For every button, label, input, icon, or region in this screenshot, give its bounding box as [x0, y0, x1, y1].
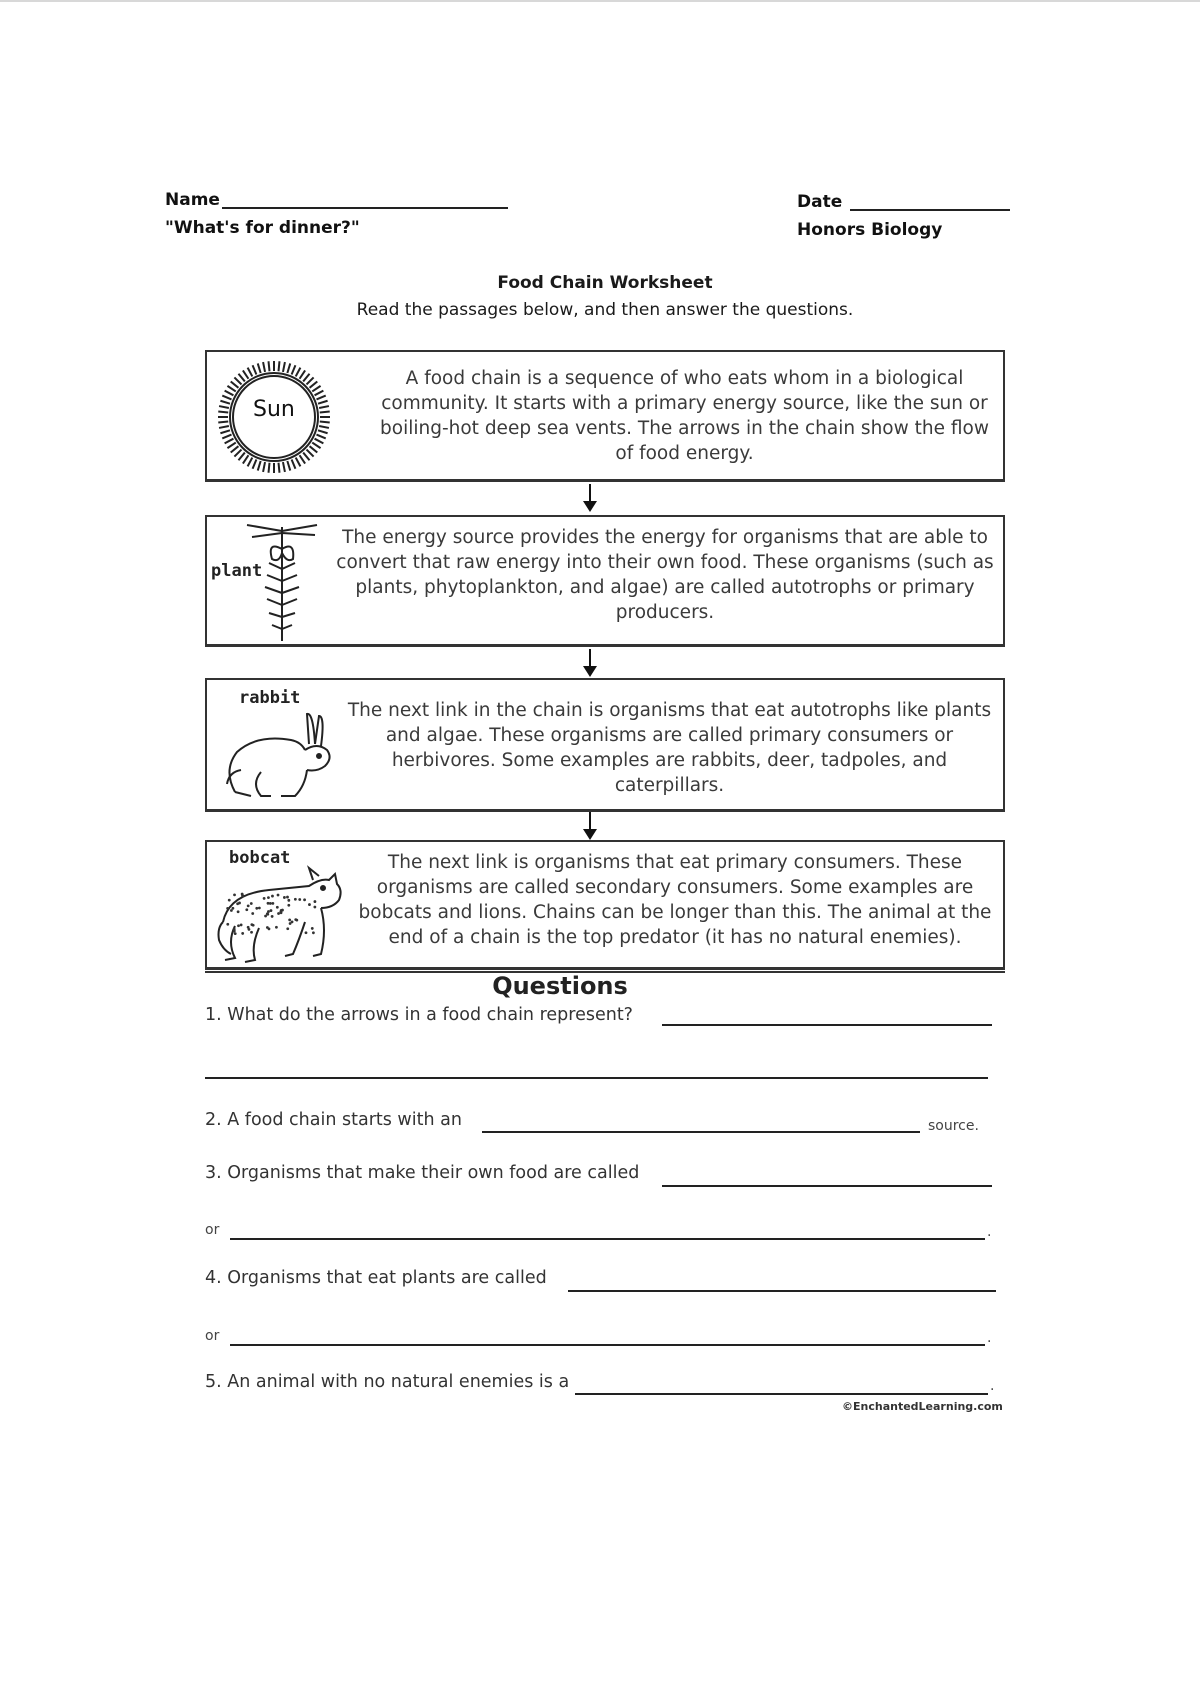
answer-1b-field[interactable]: [205, 1077, 988, 1079]
answer-2-field[interactable]: [482, 1131, 920, 1133]
page-title: Food Chain Worksheet: [497, 273, 713, 293]
answer-4b-field[interactable]: [230, 1344, 985, 1346]
passage-plant: The energy source provides the energy for organisms that are able to convert that raw energy into their own food. These organisms (such as plants, phytoplankton, and algae) are called autotrophs or primary producers.: [336, 527, 994, 623]
question-4-or: or: [205, 1328, 220, 1344]
rabbit-icon: [221, 710, 341, 808]
scan-edge: [0, 0, 1200, 2]
date-field[interactable]: [850, 209, 1010, 211]
arrow-down-icon: [580, 649, 600, 679]
name-field[interactable]: [222, 207, 508, 209]
plant-label: plant: [211, 561, 263, 581]
copyright-credit: ©EnchantedLearning.com: [842, 1400, 1003, 1413]
passage-sun: A food chain is a sequence of who eats whom in a biological community. It starts with a primary energy source, like the sun or boiling-hot deep sea vents. The arrows in the chain show the flow of food energy.: [380, 368, 989, 464]
name-label: Name: [165, 190, 220, 210]
worksheet-subtitle: "What's for dinner?": [165, 218, 360, 238]
questions-heading: Questions: [492, 972, 628, 1000]
question-5-period: .: [990, 1378, 995, 1394]
plant-icon: [237, 519, 327, 645]
question-3: 3. Organisms that make their own food are called: [205, 1163, 640, 1183]
answer-1a-field[interactable]: [662, 1024, 992, 1026]
bobcat-label: bobcat: [229, 848, 291, 868]
instructions: Read the passages below, and then answer the questions.: [356, 300, 854, 320]
passage-bobcat: The next link is organisms that eat primary consumers. These organisms are called secondary consumers. Some examples are bobcats and lions. Chains can be longer than this. The animal at the end of a chain is the top predator (it has no natural enemies).: [358, 852, 992, 948]
answer-4a-field[interactable]: [568, 1290, 996, 1292]
question-3-or: or: [205, 1222, 220, 1238]
question-2-suffix: source.: [928, 1118, 979, 1134]
passage-rabbit: The next link in the chain is organisms that eat autotrophs like plants and algae. These organisms are called primary consumers or herbivores. Some examples are rabbits, deer, tadpoles, and caterpillars.: [347, 700, 992, 796]
rabbit-label: rabbit: [239, 688, 301, 708]
arrow-down-icon: [580, 484, 600, 514]
course-name: Honors Biology: [797, 220, 943, 240]
chain-box-sun: [205, 350, 1005, 482]
question-4: 4. Organisms that eat plants are called: [205, 1268, 547, 1288]
answer-3b-field[interactable]: [230, 1238, 985, 1240]
chain-box-bobcat: [205, 840, 1005, 970]
question-5: 5. An animal with no natural enemies is a: [205, 1372, 570, 1392]
date-label: Date: [797, 192, 843, 212]
question-1: 1. What do the arrows in a food chain represent?: [205, 1005, 633, 1025]
question-4-period: .: [987, 1330, 992, 1346]
arrow-down-icon: [580, 812, 600, 842]
sun-label: Sun: [253, 397, 295, 422]
question-2: 2. A food chain starts with an: [205, 1110, 462, 1130]
question-3-period: .: [987, 1224, 992, 1240]
bobcat-icon: [209, 850, 349, 968]
answer-3a-field[interactable]: [662, 1185, 992, 1187]
chain-box-plant: [205, 515, 1005, 647]
answer-5-field[interactable]: [575, 1393, 988, 1395]
chain-box-rabbit: [205, 678, 1005, 812]
